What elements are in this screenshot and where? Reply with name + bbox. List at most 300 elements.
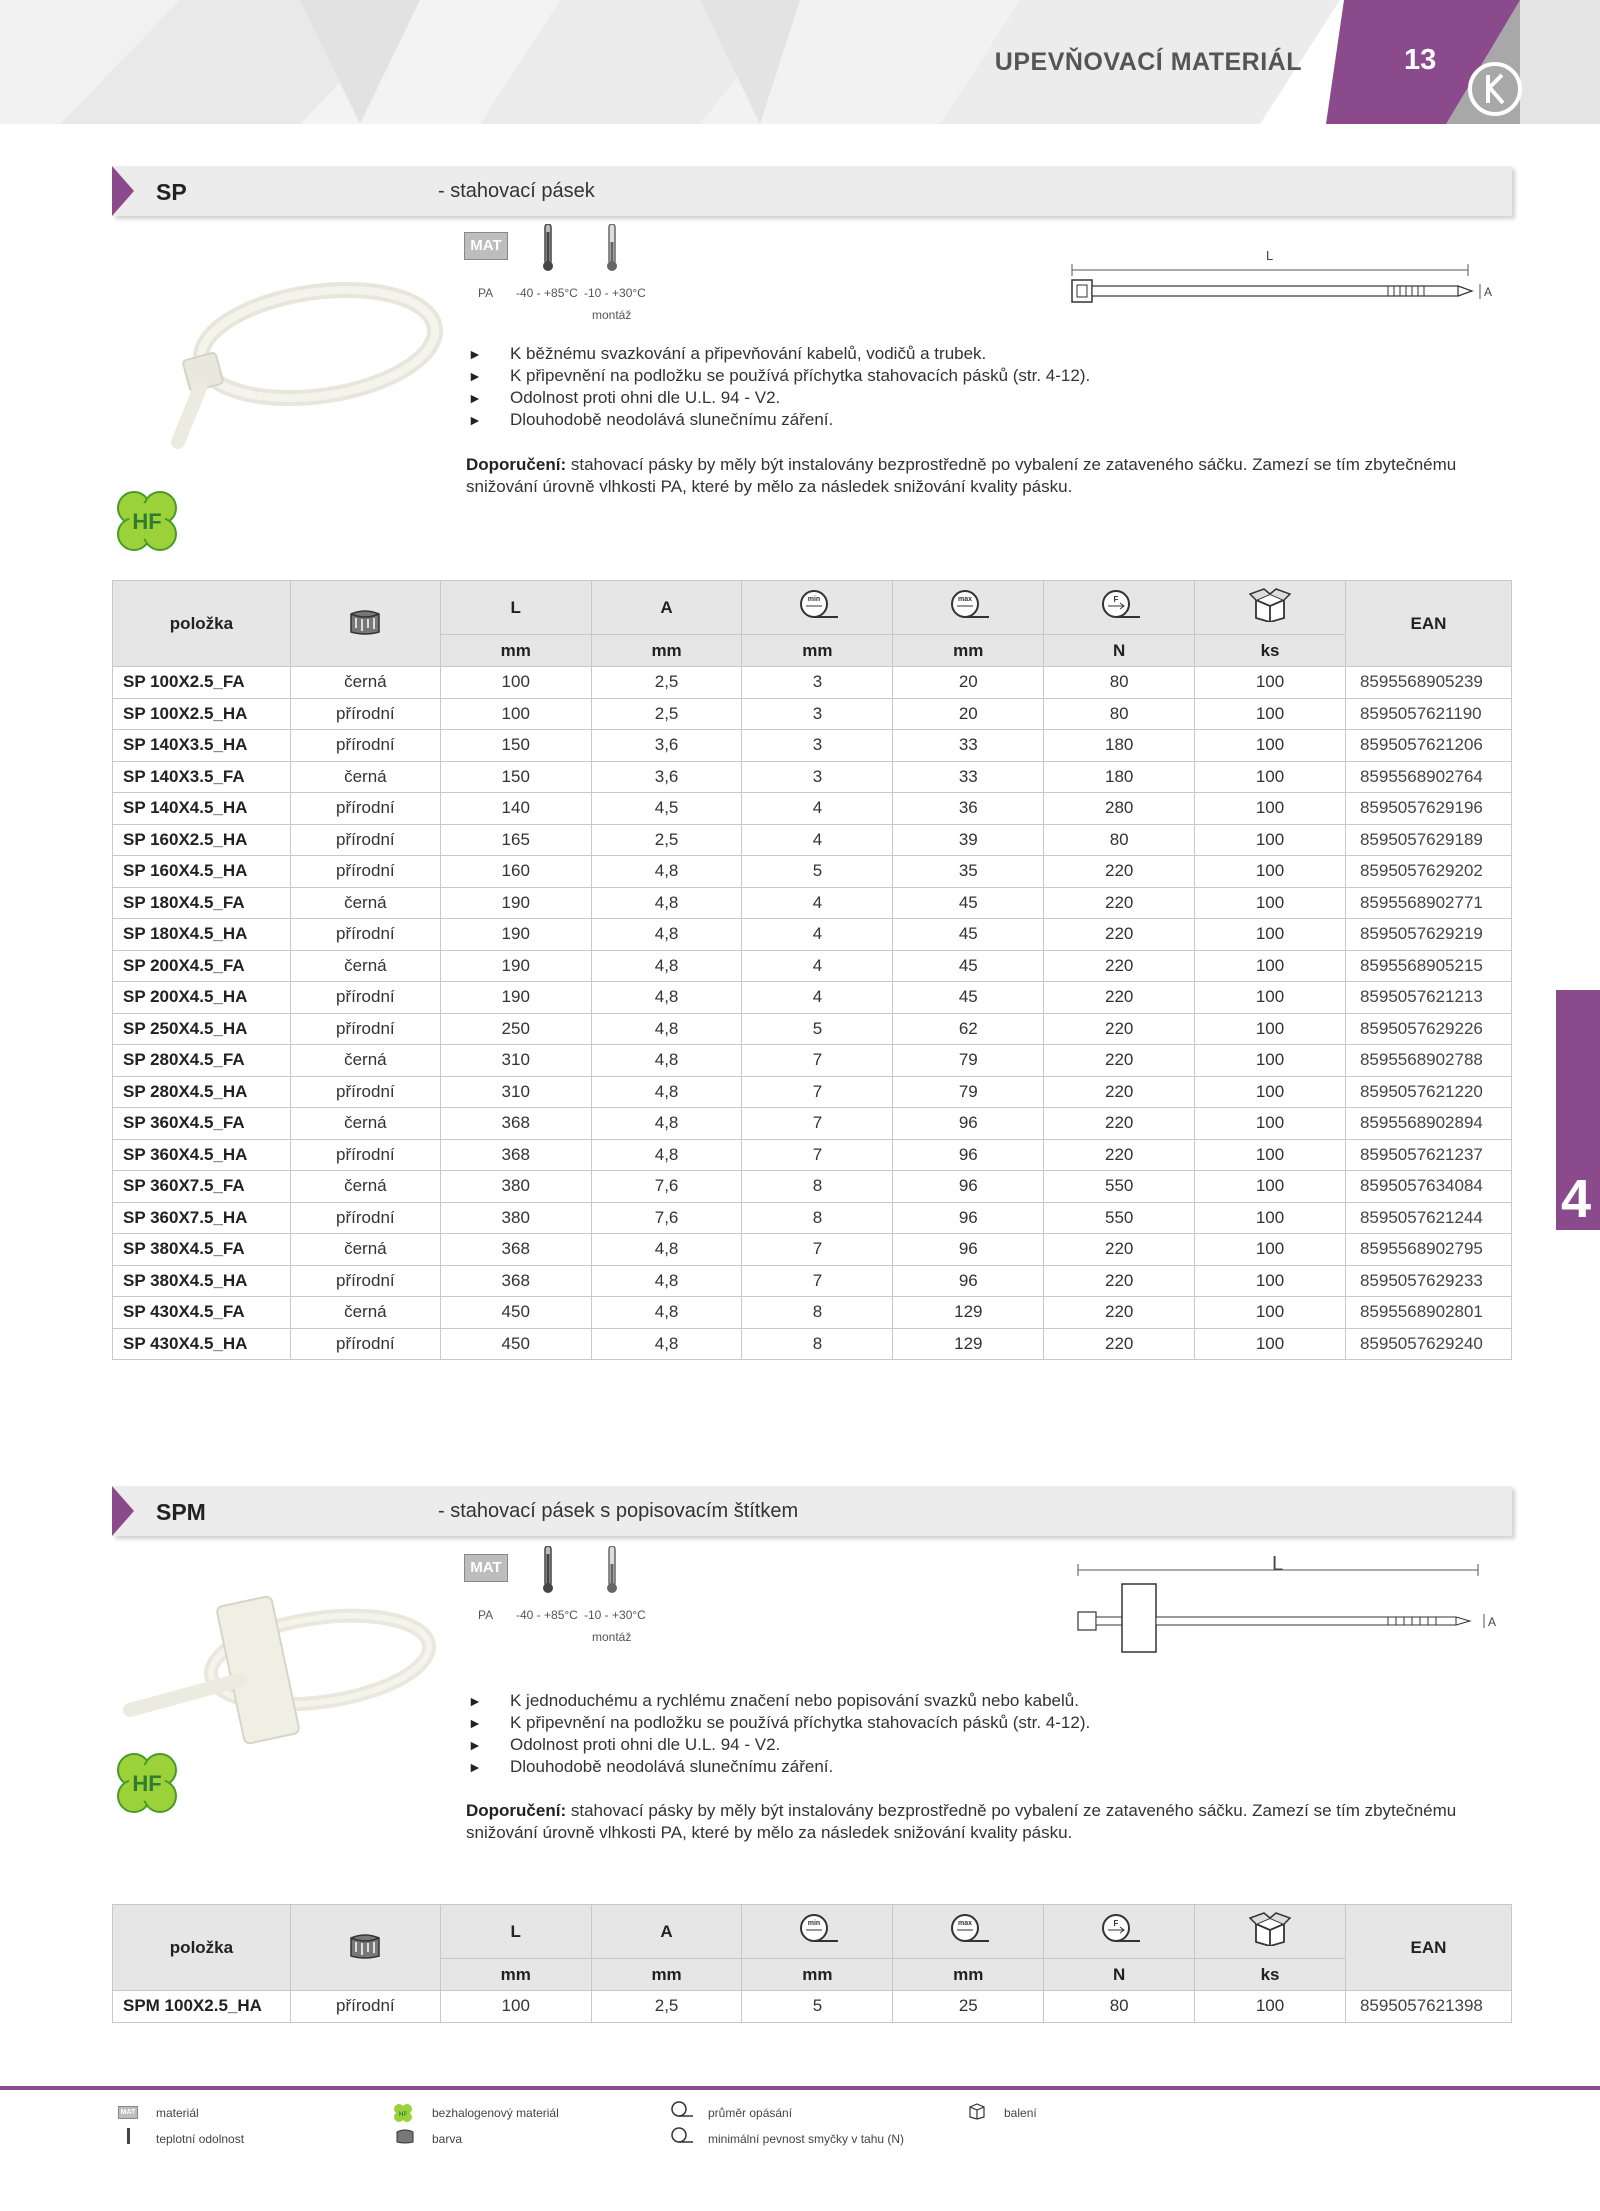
cell-length: 100 [440, 698, 591, 730]
unit-width: mm [591, 635, 742, 667]
col-header-length: L [440, 1905, 591, 1959]
spec-table-sp [112, 580, 1512, 1360]
cell-length: 368 [440, 1234, 591, 1266]
cell-ean: 8595568905239 [1345, 667, 1511, 699]
cell-length: 100 [440, 1991, 591, 2023]
list-item: ► Dlouhodobě neodolává slunečnímu záření. [468, 1756, 1090, 1778]
cell-min-diameter: 3 [742, 667, 893, 699]
table-row [113, 824, 1512, 856]
cell-item-code: SPM 100X2.5_HA [113, 1991, 291, 2023]
cell-color: černá [290, 1045, 440, 1077]
list-item: ► Dlouhodobě neodolává slunečnímu záření. [468, 409, 1090, 431]
section-code: SPM [156, 1499, 206, 1525]
list-item: ► K jednoduchému a rychlému značení nebo popisování svazků nebo kabelů. [468, 1690, 1090, 1712]
cell-tensile-strength: 180 [1044, 730, 1195, 762]
feature-list [468, 343, 1090, 431]
table-row [113, 1297, 1512, 1329]
cell-packaging: 100 [1195, 1108, 1346, 1140]
install-label: montáž [592, 308, 632, 322]
table-row [113, 793, 1512, 825]
company-logo-icon [1466, 60, 1524, 118]
cell-color: přírodní [290, 824, 440, 856]
unit-length: mm [440, 1959, 591, 1991]
list-item: ► K připevnění na podložku se používá příchytka stahovacích pásků (str. 4-12). [468, 1712, 1090, 1734]
cell-color: černá [290, 887, 440, 919]
cell-item-code: SP 430X4.5_HA [113, 1328, 291, 1360]
unit-width: mm [591, 1959, 742, 1991]
cell-ean: 8595057621206 [1345, 730, 1511, 762]
cell-packaging: 100 [1195, 1234, 1346, 1266]
col-header-length: L [440, 581, 591, 635]
cell-item-code: SP 430X4.5_FA [113, 1297, 291, 1329]
cell-ean: 8595057629226 [1345, 1013, 1511, 1045]
svg-text:HF: HF [399, 2112, 407, 2118]
cell-width: 4,8 [591, 1234, 742, 1266]
cell-tensile-strength: 220 [1044, 1013, 1195, 1045]
cell-max-diameter: 45 [893, 919, 1044, 951]
cell-width: 4,8 [591, 1076, 742, 1108]
cell-max-diameter: 45 [893, 982, 1044, 1014]
cell-packaging: 100 [1195, 1297, 1346, 1329]
cell-color: přírodní [290, 1076, 440, 1108]
table-row [113, 667, 1512, 699]
cell-length: 450 [440, 1328, 591, 1360]
col-header-item: položka [113, 581, 291, 667]
cell-length: 380 [440, 1171, 591, 1203]
box-icon [1248, 588, 1292, 622]
cell-max-diameter: 96 [893, 1171, 1044, 1203]
cell-color: černá [290, 1108, 440, 1140]
cell-min-diameter: 8 [742, 1297, 893, 1329]
cell-length: 190 [440, 919, 591, 951]
cell-tensile-strength: 80 [1044, 1991, 1195, 2023]
color-icon [348, 606, 382, 636]
cell-color: černá [290, 761, 440, 793]
cell-ean: 8595568902771 [1345, 887, 1511, 919]
col-header-color [290, 581, 440, 667]
hf-label: HF [132, 509, 162, 534]
cell-ean: 8595057629202 [1345, 856, 1511, 888]
table-body [113, 1991, 1512, 2023]
unit-min-diameter: mm [742, 1959, 893, 1991]
cell-packaging: 100 [1195, 1045, 1346, 1077]
cell-tensile-strength: 220 [1044, 982, 1195, 1014]
table-row [113, 761, 1512, 793]
cell-max-diameter: 129 [893, 1328, 1044, 1360]
cell-ean: 8595057621220 [1345, 1076, 1511, 1108]
cell-max-diameter: 45 [893, 950, 1044, 982]
cell-ean: 8595057621190 [1345, 698, 1511, 730]
cell-ean: 8595057629233 [1345, 1265, 1511, 1297]
cell-packaging: 100 [1195, 919, 1346, 951]
cell-width: 4,8 [591, 919, 742, 951]
col-header-width: A [591, 1905, 742, 1959]
cell-color: přírodní [290, 1328, 440, 1360]
cell-item-code: SP 280X4.5_FA [113, 1045, 291, 1077]
unit-packaging: ks [1195, 1959, 1346, 1991]
cell-tensile-strength: 280 [1044, 793, 1195, 825]
cell-min-diameter: 4 [742, 824, 893, 856]
cell-max-diameter: 33 [893, 761, 1044, 793]
table-row [113, 1991, 1512, 2023]
cell-width: 4,8 [591, 1328, 742, 1360]
cell-ean: 8595057621213 [1345, 982, 1511, 1014]
cell-min-diameter: 3 [742, 698, 893, 730]
cell-min-diameter: 4 [742, 982, 893, 1014]
diagram-width-label: A [1484, 285, 1493, 299]
cell-packaging: 100 [1195, 982, 1346, 1014]
table-row [113, 1234, 1512, 1266]
cell-ean: 8595568905215 [1345, 950, 1511, 982]
section-code: SP [156, 179, 187, 205]
cell-tensile-strength: 180 [1044, 761, 1195, 793]
table-row [113, 1045, 1512, 1077]
cell-min-diameter: 4 [742, 950, 893, 982]
cell-length: 368 [440, 1139, 591, 1171]
cell-item-code: SP 250X4.5_HA [113, 1013, 291, 1045]
cell-tensile-strength: 220 [1044, 1297, 1195, 1329]
cell-width: 4,8 [591, 1139, 742, 1171]
svg-text:min: min [808, 596, 821, 603]
cell-width: 3,6 [591, 730, 742, 762]
cell-color: přírodní [290, 1991, 440, 2023]
unit-max-diameter: mm [893, 635, 1044, 667]
cell-item-code: SP 360X7.5_HA [113, 1202, 291, 1234]
cell-item-code: SP 200X4.5_FA [113, 950, 291, 982]
footer-divider [0, 2086, 1600, 2090]
unit-min-diameter: mm [742, 635, 893, 667]
diagram-length-label: L [1266, 248, 1274, 263]
cell-tensile-strength: 220 [1044, 1076, 1195, 1108]
cell-max-diameter: 39 [893, 824, 1044, 856]
recommendation-label: Doporučení: [466, 1801, 567, 1820]
cell-tensile-strength: 220 [1044, 1045, 1195, 1077]
cell-item-code: SP 100X2.5_HA [113, 698, 291, 730]
cell-min-diameter: 4 [742, 887, 893, 919]
cell-max-diameter: 45 [893, 887, 1044, 919]
cell-color: černá [290, 667, 440, 699]
cell-width: 4,8 [591, 950, 742, 982]
cell-tensile-strength: 80 [1044, 667, 1195, 699]
diameter-small-icon [668, 2100, 694, 2120]
cell-max-diameter: 36 [893, 793, 1044, 825]
table-row [113, 950, 1512, 982]
cell-min-diameter: 4 [742, 793, 893, 825]
cell-ean: 8595057621398 [1345, 1991, 1511, 2023]
banner-arrow-icon [112, 166, 134, 216]
cell-item-code: SP 160X4.5_HA [113, 856, 291, 888]
legend-min-strength: minimální pevnost smyčky v tahu (N) [708, 2132, 905, 2146]
cell-item-code: SP 380X4.5_FA [113, 1234, 291, 1266]
cell-min-diameter: 3 [742, 761, 893, 793]
material-info [464, 224, 664, 324]
table-row [113, 698, 1512, 730]
cell-length: 310 [440, 1076, 591, 1108]
cell-tensile-strength: 220 [1044, 1265, 1195, 1297]
thermometer-small-icon [127, 2128, 130, 2144]
header-title: UPEVŇOVACÍ MATERIÁL [994, 48, 1302, 76]
cable-tie-with-label-dimension-diagram [1068, 1556, 1508, 1656]
cell-max-diameter: 79 [893, 1045, 1044, 1077]
table-row [113, 1265, 1512, 1297]
cell-width: 4,8 [591, 1013, 742, 1045]
cell-min-diameter: 7 [742, 1265, 893, 1297]
table-row [113, 856, 1512, 888]
section-banner-spm [112, 1486, 1512, 1536]
cell-item-code: SP 160X2.5_HA [113, 824, 291, 856]
cell-tensile-strength: 220 [1044, 1108, 1195, 1140]
cell-width: 2,5 [591, 824, 742, 856]
tensile-small-icon [668, 2126, 694, 2146]
cell-color: černá [290, 950, 440, 982]
install-label: montáž [592, 1630, 632, 1644]
cell-width: 4,8 [591, 982, 742, 1014]
cell-color: přírodní [290, 698, 440, 730]
col-header-ean: EAN [1345, 581, 1511, 667]
cell-max-diameter: 96 [893, 1108, 1044, 1140]
cell-max-diameter: 96 [893, 1202, 1044, 1234]
diagram-length-label: L [1272, 1556, 1284, 1575]
cell-tensile-strength: 220 [1044, 1139, 1195, 1171]
cell-packaging: 100 [1195, 887, 1346, 919]
cell-length: 160 [440, 856, 591, 888]
cell-packaging: 100 [1195, 667, 1346, 699]
cell-packaging: 100 [1195, 1991, 1346, 2023]
col-header-max-diameter [893, 581, 1044, 635]
cell-width: 7,6 [591, 1171, 742, 1203]
cell-length: 450 [440, 1297, 591, 1329]
cell-max-diameter: 35 [893, 856, 1044, 888]
cell-color: přírodní [290, 1013, 440, 1045]
chapter-number: 4 [1561, 1169, 1592, 1229]
recommendation-label: Doporučení: [466, 455, 567, 474]
table-row [113, 1076, 1512, 1108]
cell-width: 2,5 [591, 667, 742, 699]
unit-max-diameter: mm [893, 1959, 1044, 1991]
cell-item-code: SP 180X4.5_FA [113, 887, 291, 919]
cell-item-code: SP 280X4.5_HA [113, 1076, 291, 1108]
cell-min-diameter: 3 [742, 730, 893, 762]
cable-tie-with-label-photo [120, 1580, 440, 1760]
cell-color: přírodní [290, 793, 440, 825]
svg-text:max: max [958, 596, 973, 603]
svg-text:max: max [958, 1920, 973, 1927]
table-row [113, 982, 1512, 1014]
recommendation-text: stahovací pásky by měly být instalovány bezprostředně po vybalení ze zataveného sáčku. Zamezí se tím zbytečnému snižování úrovně vlhkosti PA, které by mělo za následek snižování kvality pásku. [466, 455, 1457, 496]
cell-tensile-strength: 220 [1044, 1234, 1195, 1266]
cell-packaging: 100 [1195, 950, 1346, 982]
cell-tensile-strength: 220 [1044, 950, 1195, 982]
install-temperature: -10 - +30°C [584, 286, 646, 300]
cell-min-diameter: 7 [742, 1139, 893, 1171]
temperature-range: -40 - +85°C [516, 1608, 578, 1622]
box-icon [1248, 1912, 1292, 1946]
cell-width: 4,5 [591, 793, 742, 825]
list-item: ► K běžnému svazkování a připevňování kabelů, vodičů a trubek. [468, 343, 1090, 365]
cell-item-code: SP 360X4.5_FA [113, 1108, 291, 1140]
diagram-width-label: A [1488, 1615, 1497, 1629]
cell-min-diameter: 5 [742, 1013, 893, 1045]
cell-ean: 8595057621237 [1345, 1139, 1511, 1171]
cell-packaging: 100 [1195, 856, 1346, 888]
cell-max-diameter: 96 [893, 1234, 1044, 1266]
cell-packaging: 100 [1195, 1202, 1346, 1234]
cell-ean: 8595057634084 [1345, 1171, 1511, 1203]
thermometer-icon [606, 224, 618, 272]
cell-ean: 8595057629219 [1345, 919, 1511, 951]
cell-packaging: 100 [1195, 1265, 1346, 1297]
cell-packaging: 100 [1195, 1171, 1346, 1203]
table-row [113, 1171, 1512, 1203]
color-small-icon [396, 2128, 414, 2144]
cell-ean: 8595057621244 [1345, 1202, 1511, 1234]
legend-halogen-free: bezhalogenový materiál [432, 2106, 559, 2120]
table-row [113, 887, 1512, 919]
cell-width: 4,8 [591, 856, 742, 888]
cable-tie-photo [148, 260, 448, 450]
material-badge: MAT [464, 1554, 508, 1582]
material-info [464, 1546, 664, 1646]
unit-length: mm [440, 635, 591, 667]
col-header-packaging [1195, 1905, 1346, 1959]
col-header-min-diameter [742, 1905, 893, 1959]
cell-length: 150 [440, 761, 591, 793]
legend-temperature: teplotní odolnost [156, 2132, 245, 2146]
table-row [113, 1139, 1512, 1171]
min-diameter-icon [794, 588, 840, 622]
tensile-strength-icon [1096, 1912, 1142, 1946]
max-diameter-icon [945, 1912, 991, 1946]
unit-packaging: ks [1195, 635, 1346, 667]
list-item: ► Odolnost proti ohni dle U.L. 94 - V2. [468, 387, 1090, 409]
cell-item-code: SP 200X4.5_HA [113, 982, 291, 1014]
cell-min-diameter: 7 [742, 1108, 893, 1140]
cell-tensile-strength: 80 [1044, 824, 1195, 856]
cell-ean: 8595057629189 [1345, 824, 1511, 856]
section-banner-sp [112, 166, 1512, 216]
cell-length: 190 [440, 887, 591, 919]
halogen-free-icon [112, 1748, 182, 1818]
cell-item-code: SP 100X2.5_FA [113, 667, 291, 699]
cell-color: přírodní [290, 1265, 440, 1297]
cell-width: 4,8 [591, 1045, 742, 1077]
cell-min-diameter: 7 [742, 1234, 893, 1266]
cell-item-code: SP 360X4.5_HA [113, 1139, 291, 1171]
cell-length: 368 [440, 1265, 591, 1297]
cell-length: 190 [440, 982, 591, 1014]
list-item: ► Odolnost proti ohni dle U.L. 94 - V2. [468, 1734, 1090, 1756]
col-header-width: A [591, 581, 742, 635]
cell-packaging: 100 [1195, 1139, 1346, 1171]
col-header-ean: EAN [1345, 1905, 1511, 1991]
cell-color: přírodní [290, 1202, 440, 1234]
cell-item-code: SP 140X4.5_HA [113, 793, 291, 825]
cell-min-diameter: 8 [742, 1202, 893, 1234]
material-badge-small: MAT [118, 2106, 138, 2119]
col-header-item: položka [113, 1905, 291, 1991]
hf-label: HF [132, 1771, 162, 1796]
table-row [113, 1013, 1512, 1045]
material-name: PA [478, 286, 494, 300]
unit-strength: N [1044, 635, 1195, 667]
col-header-color [290, 1905, 440, 1991]
feature-list [468, 1690, 1090, 1778]
table-row [113, 1328, 1512, 1360]
col-header-tensile-strength [1044, 1905, 1195, 1959]
cell-min-diameter: 8 [742, 1328, 893, 1360]
col-header-tensile-strength [1044, 581, 1195, 635]
recommendation [466, 1800, 1466, 1844]
cell-packaging: 100 [1195, 824, 1346, 856]
cell-width: 7,6 [591, 1202, 742, 1234]
cell-packaging: 100 [1195, 793, 1346, 825]
cell-color: přírodní [290, 856, 440, 888]
legend-diameter: průměr opásání [708, 2106, 793, 2120]
material-name: PA [478, 1608, 494, 1622]
install-temperature: -10 - +30°C [584, 1608, 646, 1622]
cell-width: 2,5 [591, 1991, 742, 2023]
cell-min-diameter: 7 [742, 1076, 893, 1108]
cell-min-diameter: 5 [742, 856, 893, 888]
halogen-free-small-icon [392, 2102, 414, 2124]
col-header-min-diameter [742, 581, 893, 635]
cell-item-code: SP 180X4.5_HA [113, 919, 291, 951]
cell-item-code: SP 140X3.5_FA [113, 761, 291, 793]
cell-width: 4,8 [591, 1108, 742, 1140]
cell-length: 100 [440, 667, 591, 699]
cell-tensile-strength: 220 [1044, 1328, 1195, 1360]
halogen-free-icon [112, 486, 182, 556]
cell-length: 250 [440, 1013, 591, 1045]
cell-length: 380 [440, 1202, 591, 1234]
cell-tensile-strength: 220 [1044, 856, 1195, 888]
temperature-range: -40 - +85°C [516, 286, 578, 300]
cell-length: 368 [440, 1108, 591, 1140]
cell-ean: 8595057629196 [1345, 793, 1511, 825]
cell-length: 165 [440, 824, 591, 856]
cell-color: přírodní [290, 1139, 440, 1171]
cell-min-diameter: 8 [742, 1171, 893, 1203]
col-header-max-diameter [893, 1905, 1044, 1959]
cell-length: 190 [440, 950, 591, 982]
cell-length: 150 [440, 730, 591, 762]
spec-table-spm [112, 1904, 1512, 2023]
cell-item-code: SP 360X7.5_FA [113, 1171, 291, 1203]
cell-item-code: SP 140X3.5_HA [113, 730, 291, 762]
cell-max-diameter: 62 [893, 1013, 1044, 1045]
cell-width: 4,8 [591, 1297, 742, 1329]
cell-color: přírodní [290, 982, 440, 1014]
cell-max-diameter: 96 [893, 1265, 1044, 1297]
cell-packaging: 100 [1195, 698, 1346, 730]
svg-text:F: F [1113, 1919, 1119, 1928]
material-badge: MAT [464, 232, 508, 260]
cell-packaging: 100 [1195, 1328, 1346, 1360]
table-row [113, 730, 1512, 762]
recommendation [466, 454, 1466, 498]
cell-color: černá [290, 1297, 440, 1329]
col-header-packaging [1195, 581, 1346, 635]
cell-width: 2,5 [591, 698, 742, 730]
color-icon [348, 1930, 382, 1960]
cell-ean: 8595057629240 [1345, 1328, 1511, 1360]
legend-packaging: balení [1004, 2106, 1037, 2120]
cell-min-diameter: 5 [742, 1991, 893, 2023]
max-diameter-icon [945, 588, 991, 622]
cell-tensile-strength: 550 [1044, 1202, 1195, 1234]
thermometer-icon [542, 224, 554, 272]
cell-min-diameter: 4 [742, 919, 893, 951]
